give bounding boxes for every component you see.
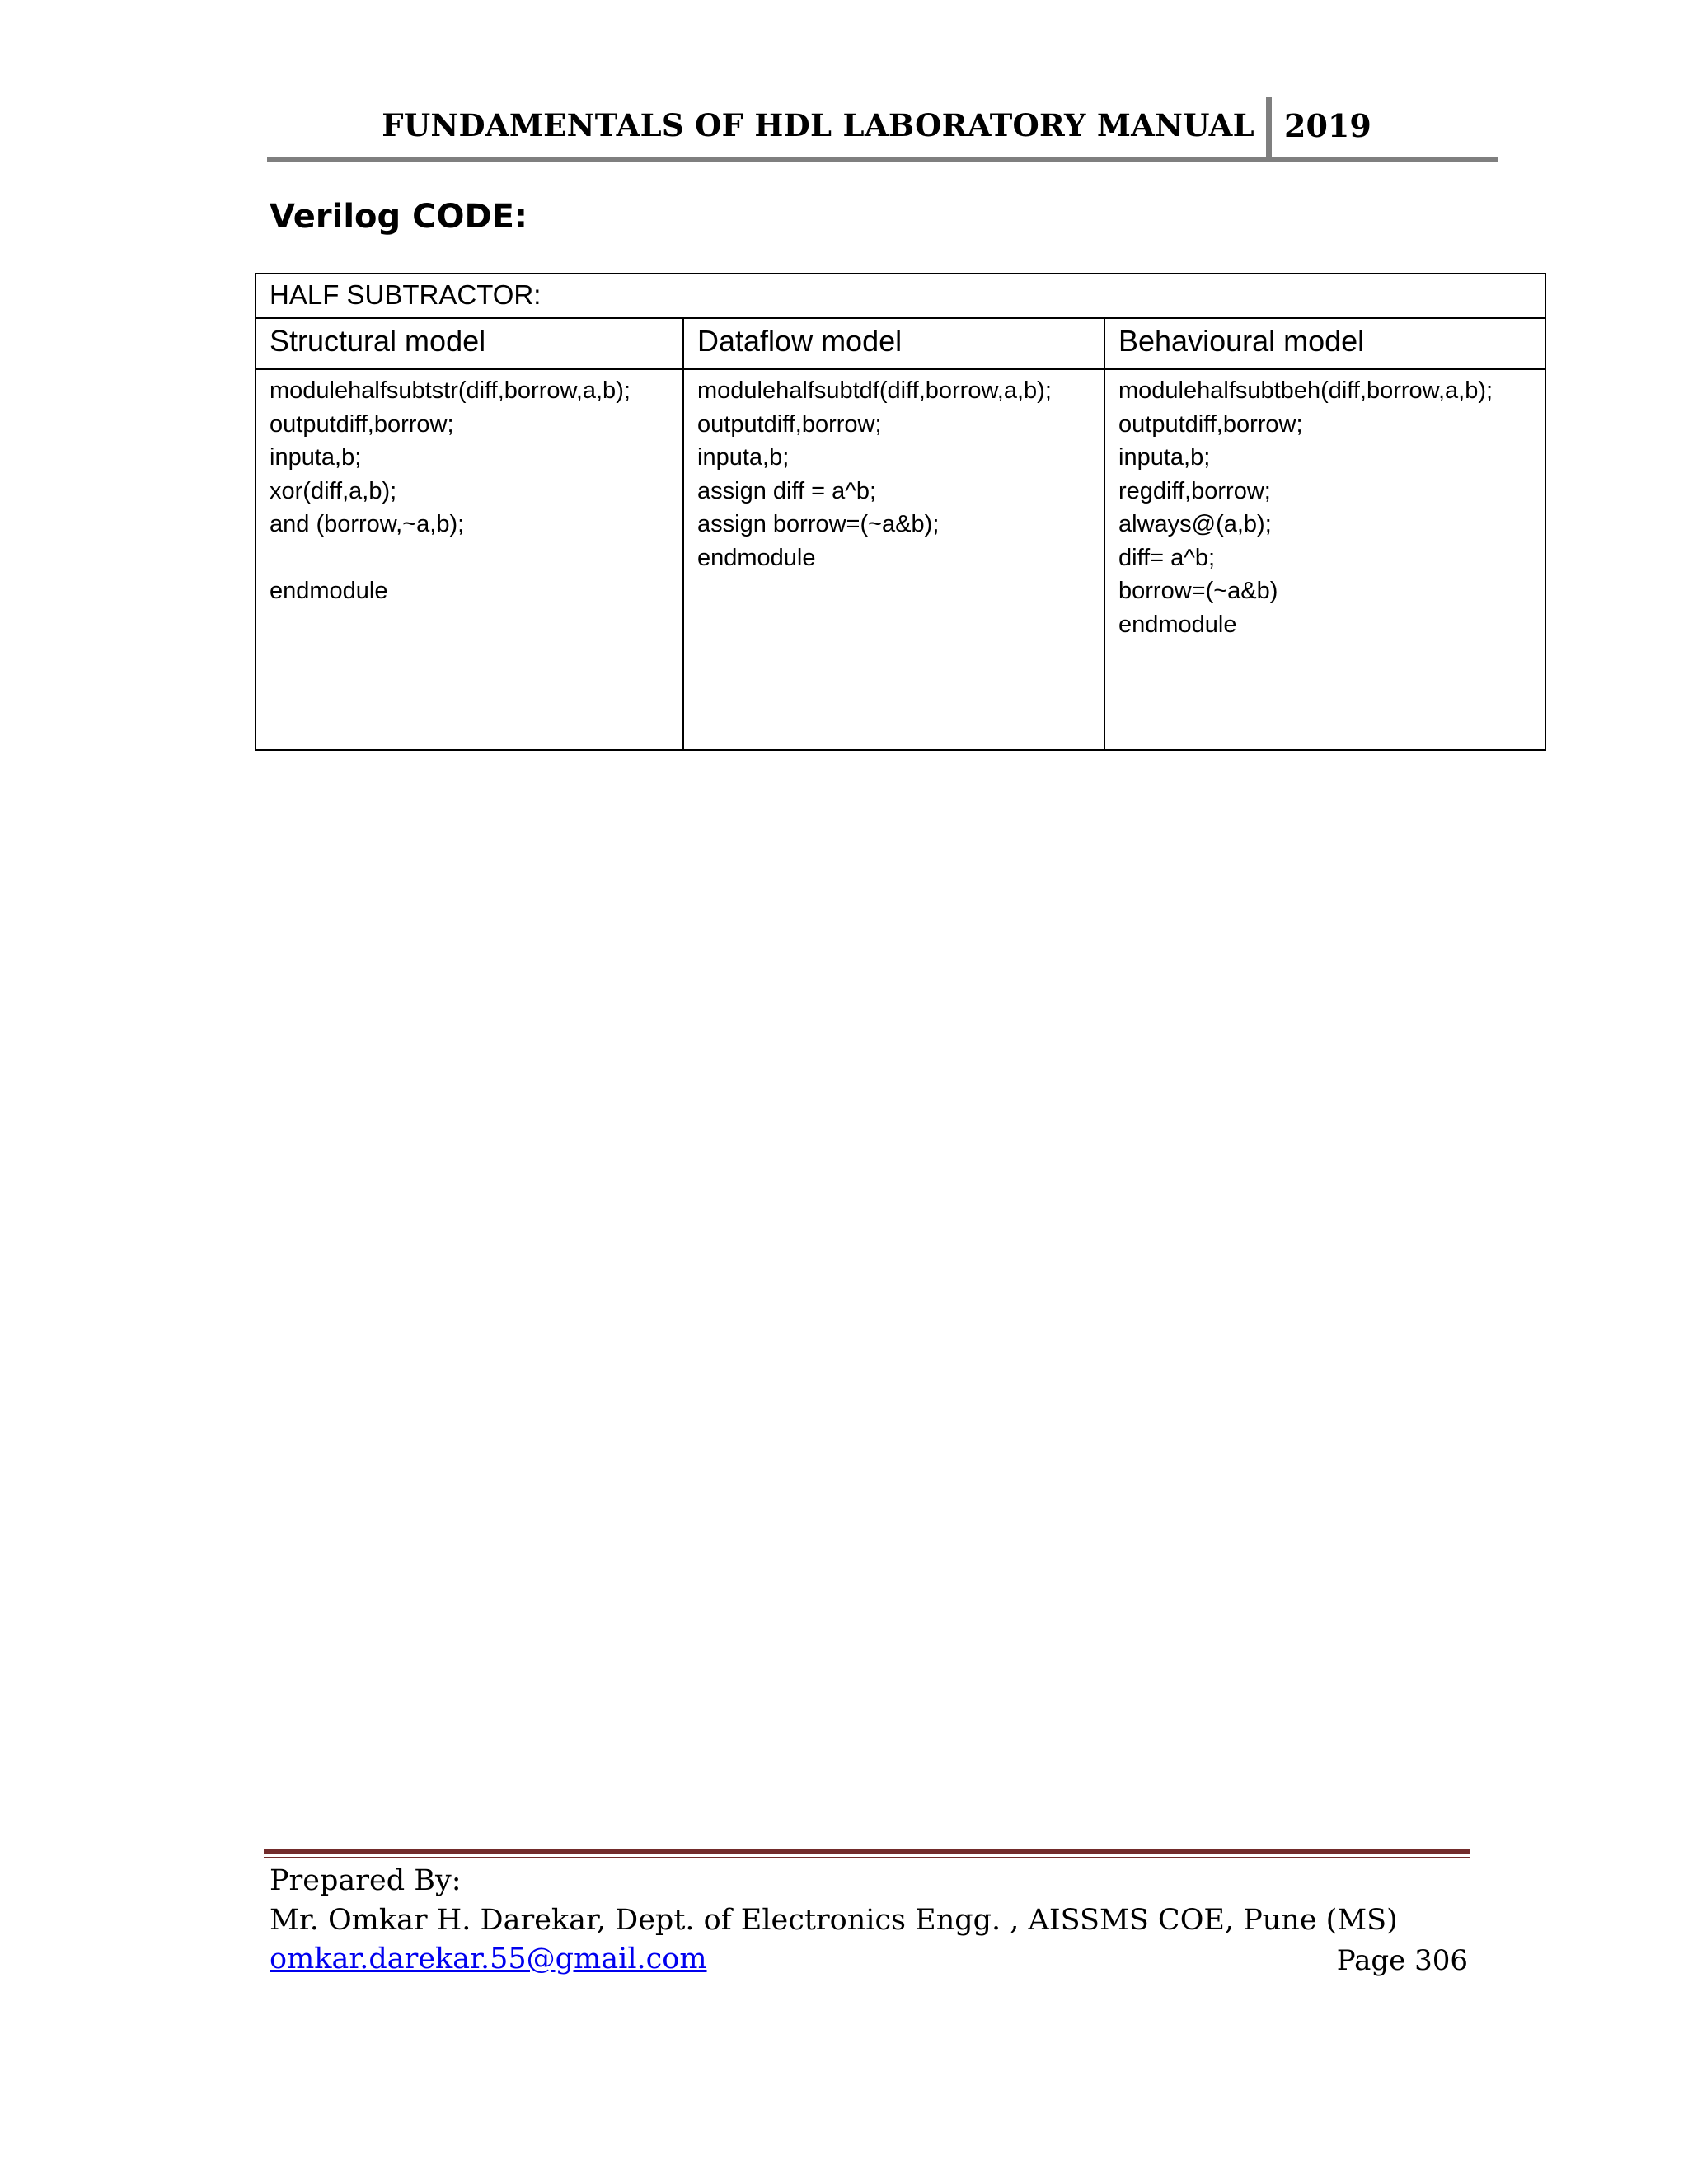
column-heading-dataflow: Dataflow model	[683, 318, 1104, 369]
code-line: inputa,b;	[1118, 444, 1211, 471]
code-line: assign diff = a^b;	[697, 477, 877, 504]
code-cell-behavioural	[1104, 369, 1545, 750]
code-line: outputdiff,borrow;	[1118, 410, 1303, 438]
code-line: modulehalfsubtstr(diff,borrow,a,b);	[270, 377, 631, 404]
footer-rule-thin	[264, 1857, 1470, 1858]
header-divider	[1266, 97, 1272, 158]
code-line: endmodule	[270, 578, 388, 604]
code-line: and (borrow,~a,b);	[270, 511, 465, 537]
code-line: outputdiff,borrow;	[270, 410, 454, 438]
footer-rule	[264, 1849, 1470, 1854]
code-cell-structural	[256, 369, 683, 750]
code-cell-dataflow	[683, 369, 1104, 750]
table-code-row	[256, 369, 1545, 750]
header-rule	[267, 157, 1498, 162]
code-line: modulehalfsubtbeh(diff,borrow,a,b);	[1118, 377, 1493, 404]
page-number: Page 306	[1336, 1944, 1468, 1977]
running-header-title: FUNDAMENTALS OF HDL LABORATORY MANUAL	[382, 107, 1254, 143]
running-header-year: 2019	[1284, 107, 1372, 144]
code-line: endmodule	[1118, 611, 1237, 638]
code-line: inputa,b;	[270, 444, 362, 471]
column-heading-behavioural: Behavioural model	[1104, 318, 1545, 369]
code-line: outputdiff,borrow;	[697, 410, 882, 438]
code-line: inputa,b;	[697, 444, 790, 471]
table-title-row	[256, 274, 1545, 318]
code-line: regdiff,borrow;	[1118, 477, 1271, 504]
code-line: assign borrow=(~a&b);	[697, 511, 940, 537]
section-heading: Verilog CODE:	[270, 198, 528, 236]
code-line: always@(a,b);	[1118, 511, 1272, 537]
table-title: HALF SUBTRACTOR:	[256, 274, 1545, 318]
code-line: diff= a^b;	[1118, 544, 1216, 571]
table-header-row	[256, 318, 1545, 369]
verilog-code-table	[255, 273, 1546, 751]
footer-email-link[interactable]: omkar.darekar.55@gmail.com	[270, 1943, 707, 1975]
code-line: xor(diff,a,b);	[270, 477, 397, 504]
code-line	[270, 541, 669, 575]
column-heading-structural: Structural model	[256, 318, 683, 369]
code-line: borrow=(~a&b)	[1118, 578, 1278, 604]
code-line: endmodule	[697, 544, 816, 571]
footer-author: Mr. Omkar H. Darekar, Dept. of Electronics Engg. , AISSMS COE, Pune (MS)	[270, 1904, 1398, 1937]
footer-prepared-by: Prepared By:	[270, 1864, 462, 1897]
code-line: modulehalfsubtdf(diff,borrow,a,b);	[697, 377, 1052, 404]
